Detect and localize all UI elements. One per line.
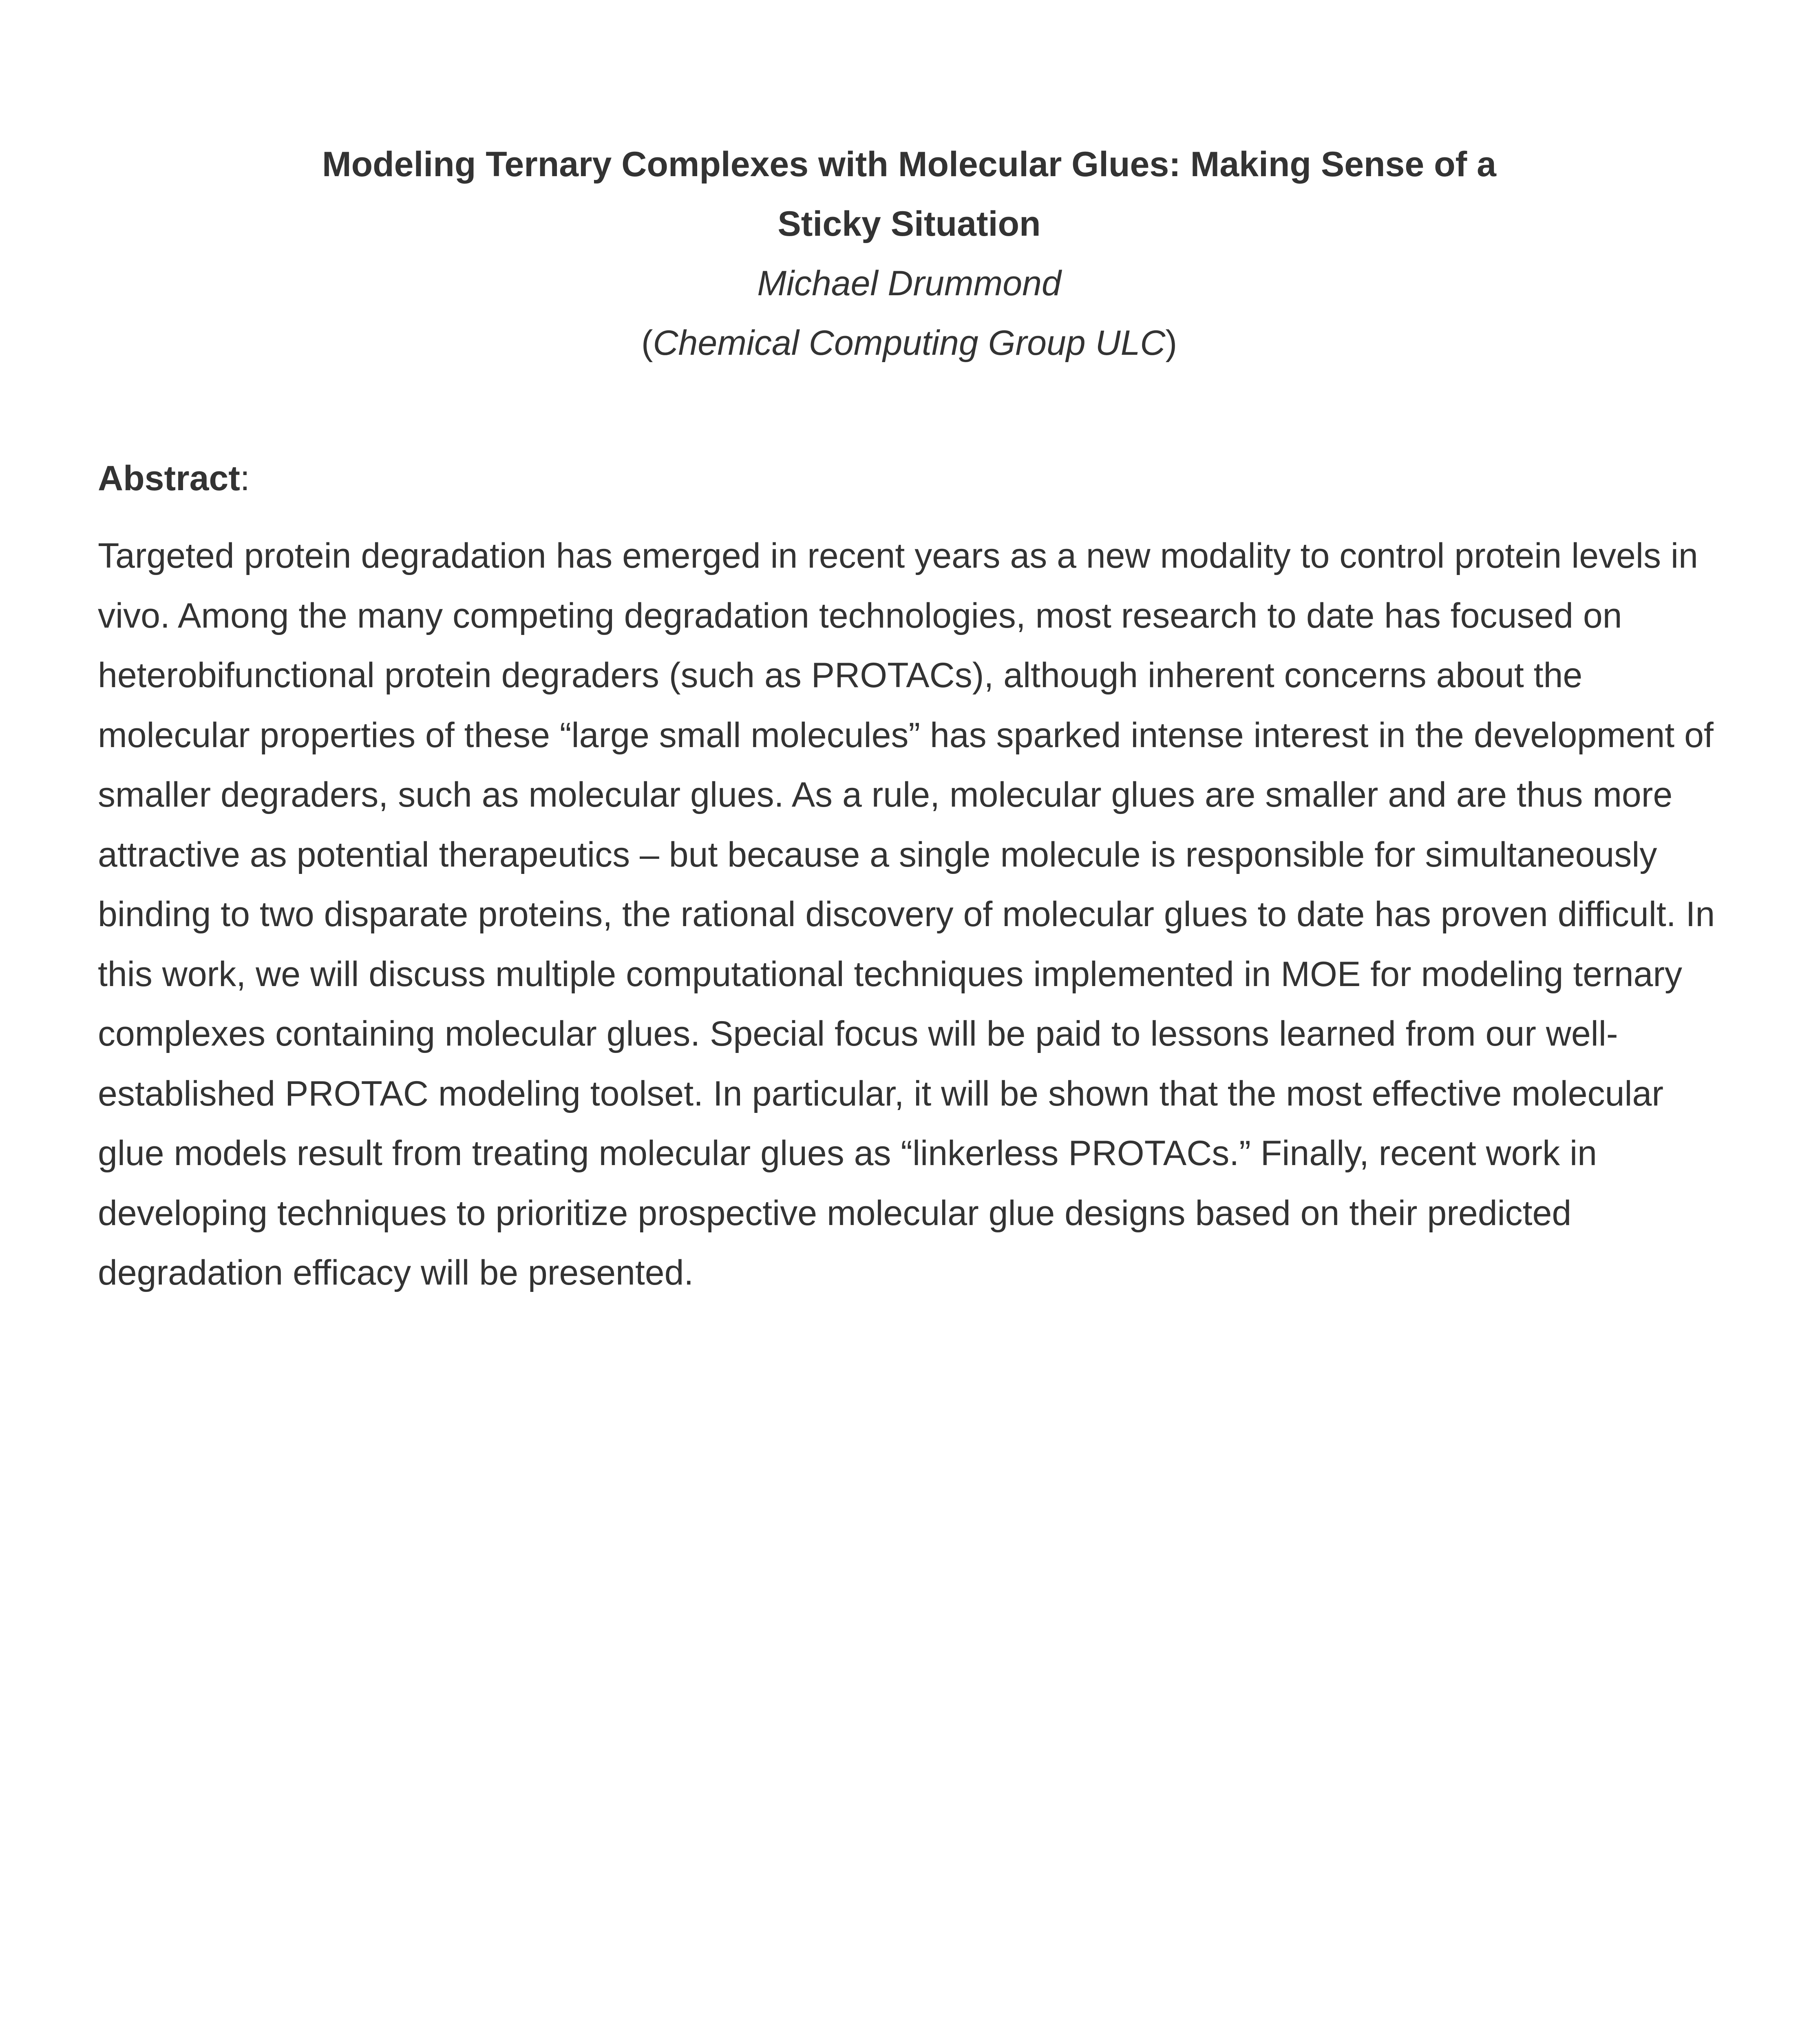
abstract-colon: : [240, 459, 250, 498]
affiliation-name: Chemical Computing Group ULC [653, 323, 1166, 363]
abstract-label: Abstract [98, 459, 240, 498]
author-affiliation [302, 313, 1517, 373]
affiliation-close-paren: ) [1165, 323, 1177, 363]
author-name: Michael Drummond [757, 264, 1061, 303]
abstract-body: Targeted protein degradation has emerged in recent years as a new modality to control protein levels in vivo. Among the many competing degradation technologies, most research to date has focused on heterobifunctional protein degraders (such as PROTACs), although inherent concerns about the molecular properties of these “large small molecules” has sparked intense interest in the development of smaller degraders, such as molecular glues. As a rule, molecular glues are smaller and are thus more attractive as potential therapeutics – but because a single molecule is responsible for simultaneously binding to two disparate proteins, the rational discovery of molecular glues to date has proven difficult. In this work, we will discuss multiple computational techniques implemented in MOE for modeling ternary complexes containing molecular glues. Special focus will be paid to lessons learned from our well-established PROTAC modeling toolset. In particular, it will be shown that the most effective molecular glue models result from treating molecular glues as “linkerless PROTACs.” Finally, recent work in developing techniques to prioritize prospective molecular glue designs based on their predicted degradation efficacy will be presented. [98, 536, 1715, 1292]
document-title: Modeling Ternary Complexes with Molecular Glues: Making Sense of a Sticky Situation [322, 145, 1497, 243]
document-header [302, 135, 1517, 373]
abstract-heading [98, 449, 250, 508]
affiliation-open-paren: ( [641, 323, 653, 363]
